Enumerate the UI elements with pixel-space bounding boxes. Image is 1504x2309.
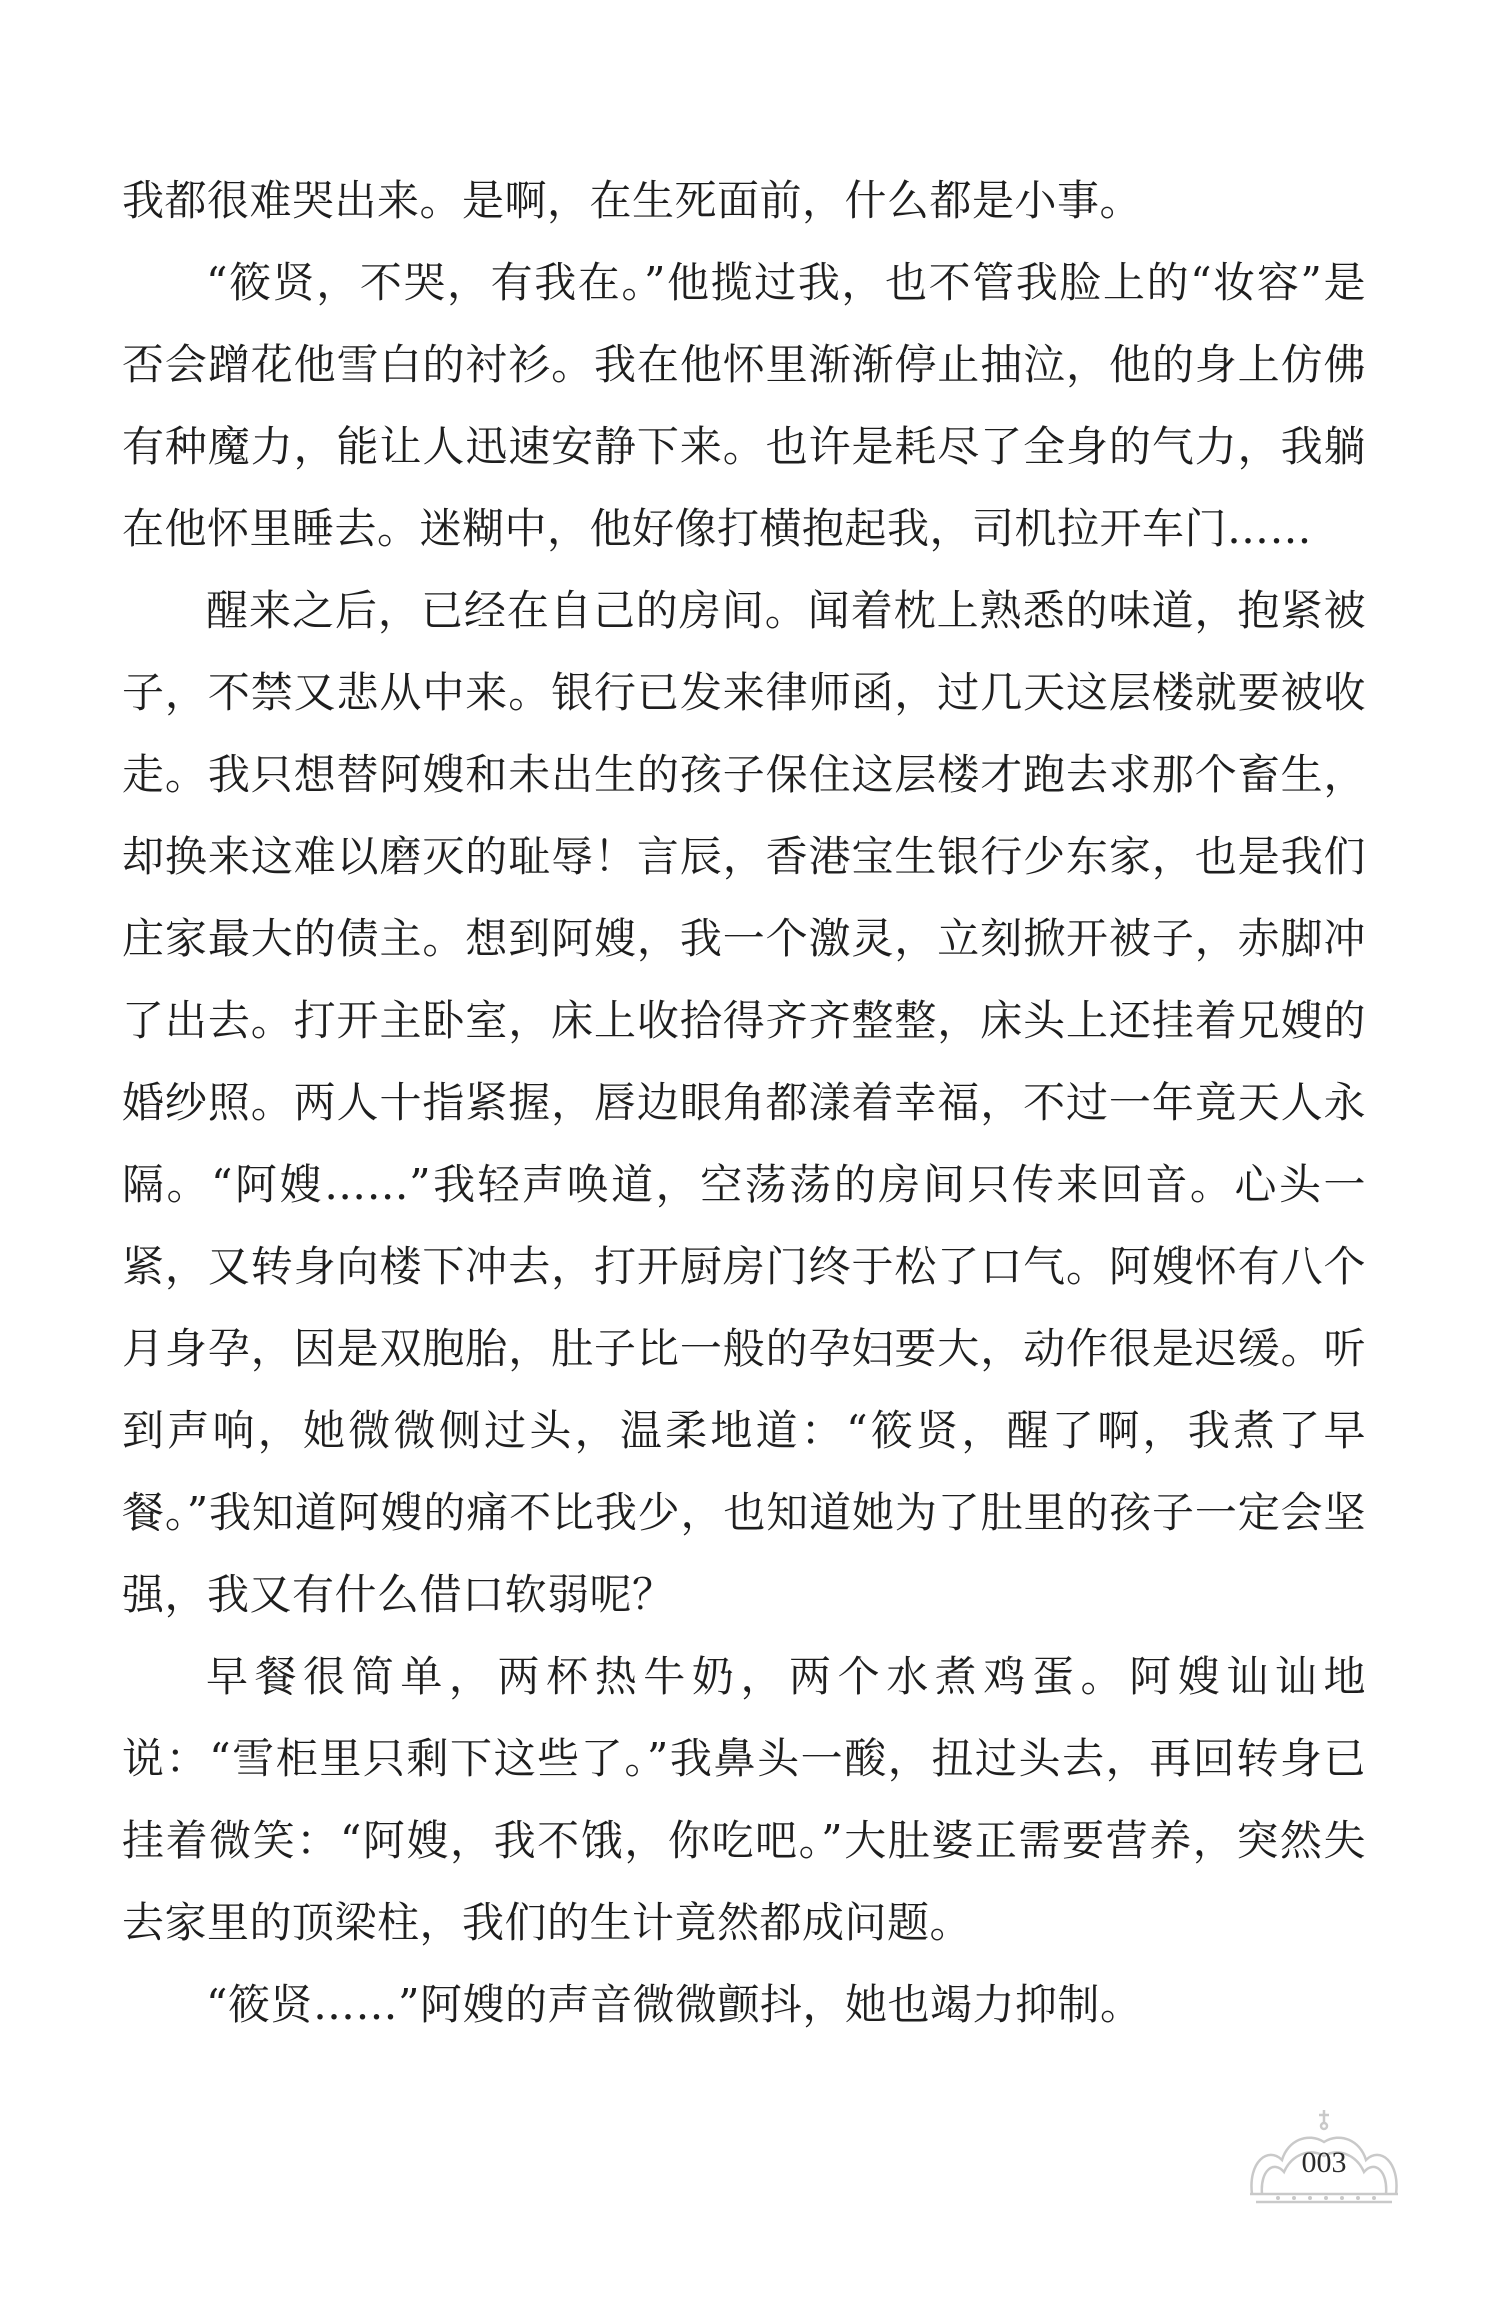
paragraph-1: 我都很难哭出来。是啊，在生死面前，什么都是小事。 [122,176,1143,225]
paragraph-3: 醒来之后，已经在自己的房间。闻着枕上熟悉的味道，抱紧被子，不禁又悲从中来。银行已发来律师函，过几天这层楼就要被收走。我只想替阿嫂和未出生的孩子保住这层楼才跑去求那个畜生，却换来这难以磨灭的耻辱！言辰，香港宝生银行少东家，也是我们庄家最大的债主。想到阿嫂，我一个激灵，立刻掀开被子，赤脚冲了出去。打开主卧室，床上收拾得齐齐整整，床头上还挂着兄嫂的婚纱照。两人十指紧握，唇边眼角都漾着幸福，不过一年竟天人永隔。“阿嫂……”我轻声唤道，空荡荡的房间只传来回音。心头一紧，又转身向楼下冲去，打开厨房门终于松了口气。阿嫂怀有八个月身孕，因是双胞胎，肚子比一般的孕妇要大，动作很是迟缓。听到声响，她微微侧过头，温柔地道：“筱贤，醒了啊，我煮了早餐。”我知道阿嫂的痛不比我少，也知道她为了肚里的孩子一定会坚强，我又有什么借口软弱呢？ [122,586,1366,1619]
paragraph-2: “筱贤，不哭，有我在。”他揽过我，也不管我脸上的“妆容”是否会蹭花他雪白的衬衫。我在他怀里渐渐停止抽泣，他的身上仿佛有种魔力，能让人迅速安静下来。也许是耗尽了全身的气力，我躺在他怀里睡去。迷糊中，他好像打横抱起我，司机拉开车门…… [122,258,1366,553]
paragraph-5: “筱贤……”阿嫂的声音微微颤抖，她也竭力抑制。 [206,1980,1143,2029]
body-text [122,160,1366,2046]
paragraph-4: 早餐很简单，两杯热牛奶，两个水煮鸡蛋。阿嫂讪讪地说：“雪柜里只剩下这些了。”我鼻头一酸，扭过头去，再回转身已挂着微笑：“阿嫂，我不饿，你吃吧。”大肚婆正需要营养，突然失去家里的顶梁柱，我们的生计竟然都成问题。 [122,1652,1366,1947]
page-footer [1238,2102,1410,2212]
page-number: 003 [1301,2146,1347,2179]
